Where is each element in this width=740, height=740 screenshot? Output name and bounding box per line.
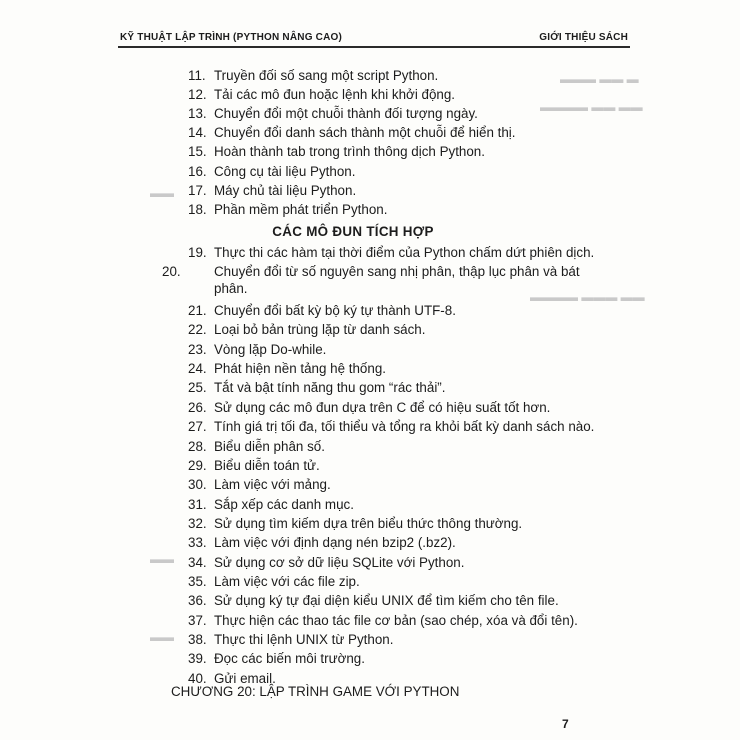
list-item-text: Làm việc với các file zip. (214, 573, 360, 589)
page-number: 7 (562, 717, 569, 731)
list-item-text: Chuyển đổi danh sách thành một chuỗi để hiển thị. (214, 125, 516, 141)
list-item-number: 28. (188, 438, 207, 454)
bleed-through-mark: ▬▬ (150, 552, 174, 566)
list-item (188, 592, 578, 609)
list-item (188, 515, 578, 532)
list-item (188, 244, 595, 261)
list-item-text: Sử dụng ký tự đại diện kiểu UNIX để tìm kiếm cho tên file. (214, 593, 559, 609)
list-item (188, 143, 578, 160)
list-item-text: Tắt và bật tính năng thu gom “rác thải”. (214, 380, 446, 396)
header-section-title: GIỚI THIỆU SÁCH (539, 32, 628, 43)
list-item-number: 25. (188, 380, 207, 396)
list-item-number: 12. (188, 87, 207, 103)
list-item-text: Đọc các biến môi trường. (214, 651, 365, 667)
list-item-number: 15. (188, 144, 207, 160)
list-item (188, 379, 578, 396)
list-item-text: Sử dụng cơ sở dữ liệu SQLite với Python. (214, 554, 465, 570)
list-item (188, 496, 578, 513)
list-item-number: 36. (188, 593, 207, 609)
list-item-number: 22. (188, 322, 207, 338)
list-item-number: 39. (188, 651, 207, 667)
list-item-number: 29. (188, 457, 207, 473)
list-item (188, 534, 578, 551)
list-item-text: Sắp xếp các danh mục. (214, 496, 354, 512)
list-item (188, 163, 578, 180)
list-item-text: Hoàn thành tab trong trình thông dịch Python. (214, 144, 485, 160)
list-item (188, 399, 578, 416)
list-item-number: 33. (188, 535, 207, 551)
chapter-heading: CHƯƠNG 20: LẬP TRÌNH GAME VỚI PYTHON (171, 684, 460, 699)
section-heading: CÁC MÔ ĐUN TÍCH HỢP (272, 224, 434, 239)
list-item-text: Thực thi lệnh UNIX từ Python. (214, 632, 394, 647)
list-item (188, 476, 578, 493)
list-item (188, 360, 578, 377)
list-item (188, 302, 578, 319)
list-item-text: Làm việc với định dạng nén bzip2 (.bz2). (214, 535, 456, 551)
list-item-text: Phần mềm phát triển Python. (214, 201, 388, 217)
list-item-number: 20. (162, 264, 181, 280)
list-item-text: Phát hiện nền tảng hệ thống. (214, 361, 386, 377)
bleed-through-mark: ▬▬▬ ▬▬ ▬ (560, 72, 639, 86)
list-item (162, 263, 592, 297)
list-item-number: 40. (188, 670, 207, 686)
list-item-text: Làm việc với mảng. (214, 477, 331, 493)
list-item-text: Loại bỏ bản trùng lặp từ danh sách. (214, 322, 426, 338)
list-item-text: Thực thi các hàm tại thời điểm của Python chấm dứt phiên dịch. (214, 245, 595, 260)
list-item-text: Máy chủ tài liệu Python. (214, 182, 357, 198)
list-item-number: 35. (188, 573, 207, 589)
list-item-number: 19. (188, 245, 207, 260)
list-item-text: Gửi email. (214, 670, 276, 686)
list-item-number: 31. (188, 496, 207, 512)
list-item-number: 24. (188, 361, 207, 377)
list-item (188, 341, 578, 358)
list-item-number: 27. (188, 419, 207, 435)
bleed-through-mark: ▬▬▬▬ ▬▬ ▬▬ (540, 100, 643, 114)
list-item-number: 18. (188, 201, 207, 217)
list-item-text: Chuyển đổi một chuỗi thành đối tượng ngày. (214, 106, 478, 122)
list-item-number: 11. (188, 68, 206, 83)
header-book-title: KỸ THUẬT LẬP TRÌNH (PYTHON NÂNG CAO) (120, 32, 343, 43)
list-item-number: 32. (188, 515, 207, 531)
list-item-number: 17. (188, 182, 207, 198)
list-item-number: 16. (188, 163, 207, 179)
list-item-text: Thực hiện các thao tác file cơ bản (sao chép, xóa và đổi tên). (214, 612, 578, 628)
list-item (188, 105, 578, 122)
list-item (188, 67, 578, 84)
running-header (118, 30, 630, 48)
list-item (188, 573, 578, 590)
list-item-text: Tính giá trị tối đa, tối thiểu và tổng ra khỏi bất kỳ danh sách nào. (214, 419, 595, 435)
list-item-number: 23. (188, 341, 207, 357)
list-item (188, 650, 578, 667)
list-item-number: 37. (188, 612, 207, 628)
list-item-number: 30. (188, 477, 207, 493)
list-item-text: Chuyển đổi bất kỳ bộ ký tự thành UTF-8. (214, 303, 456, 319)
bleed-through-mark: ▬▬ (150, 630, 174, 644)
list-item-number: 14. (188, 125, 207, 141)
list-item-text: Truyền đối số sang một script Python. (214, 68, 439, 83)
list-item (188, 612, 578, 629)
list-item-number: 21. (188, 303, 207, 319)
list-item (188, 182, 578, 199)
list-item (188, 124, 578, 141)
list-item (188, 201, 578, 218)
list-item (188, 554, 578, 571)
list-item-text: Biểu diễn toán tử. (214, 457, 320, 473)
list-item-text: Chuyển đổi từ số nguyên sang nhị phân, thập lục phân và bát phân. (214, 264, 580, 297)
list-item (188, 631, 578, 648)
list-item-number: 34. (188, 554, 207, 570)
list-item-number: 13. (188, 106, 207, 122)
list-item-text: Sử dụng các mô đun dựa trên C để có hiệu suất tốt hơn. (214, 399, 551, 415)
list-item (188, 438, 578, 455)
list-item-number: 38. (188, 632, 207, 647)
list-item (188, 321, 578, 338)
list-item (188, 457, 578, 474)
list-item-number: 26. (188, 399, 207, 415)
list-item-text: Sử dụng tìm kiếm dựa trên biểu thức thông thường. (214, 515, 523, 531)
list-item-text: Công cụ tài liệu Python. (214, 163, 356, 179)
list-item (188, 86, 578, 103)
list-item-text: Vòng lặp Do-while. (214, 341, 327, 357)
list-item (188, 418, 595, 435)
bleed-through-mark: ▬▬▬▬ ▬▬▬ ▬▬ (530, 290, 645, 304)
list-item-text: Biểu diễn phân số. (214, 438, 325, 454)
list-item-text: Tải các mô đun hoặc lệnh khi khởi động. (214, 87, 456, 103)
bleed-through-mark: ▬▬ (150, 186, 174, 200)
